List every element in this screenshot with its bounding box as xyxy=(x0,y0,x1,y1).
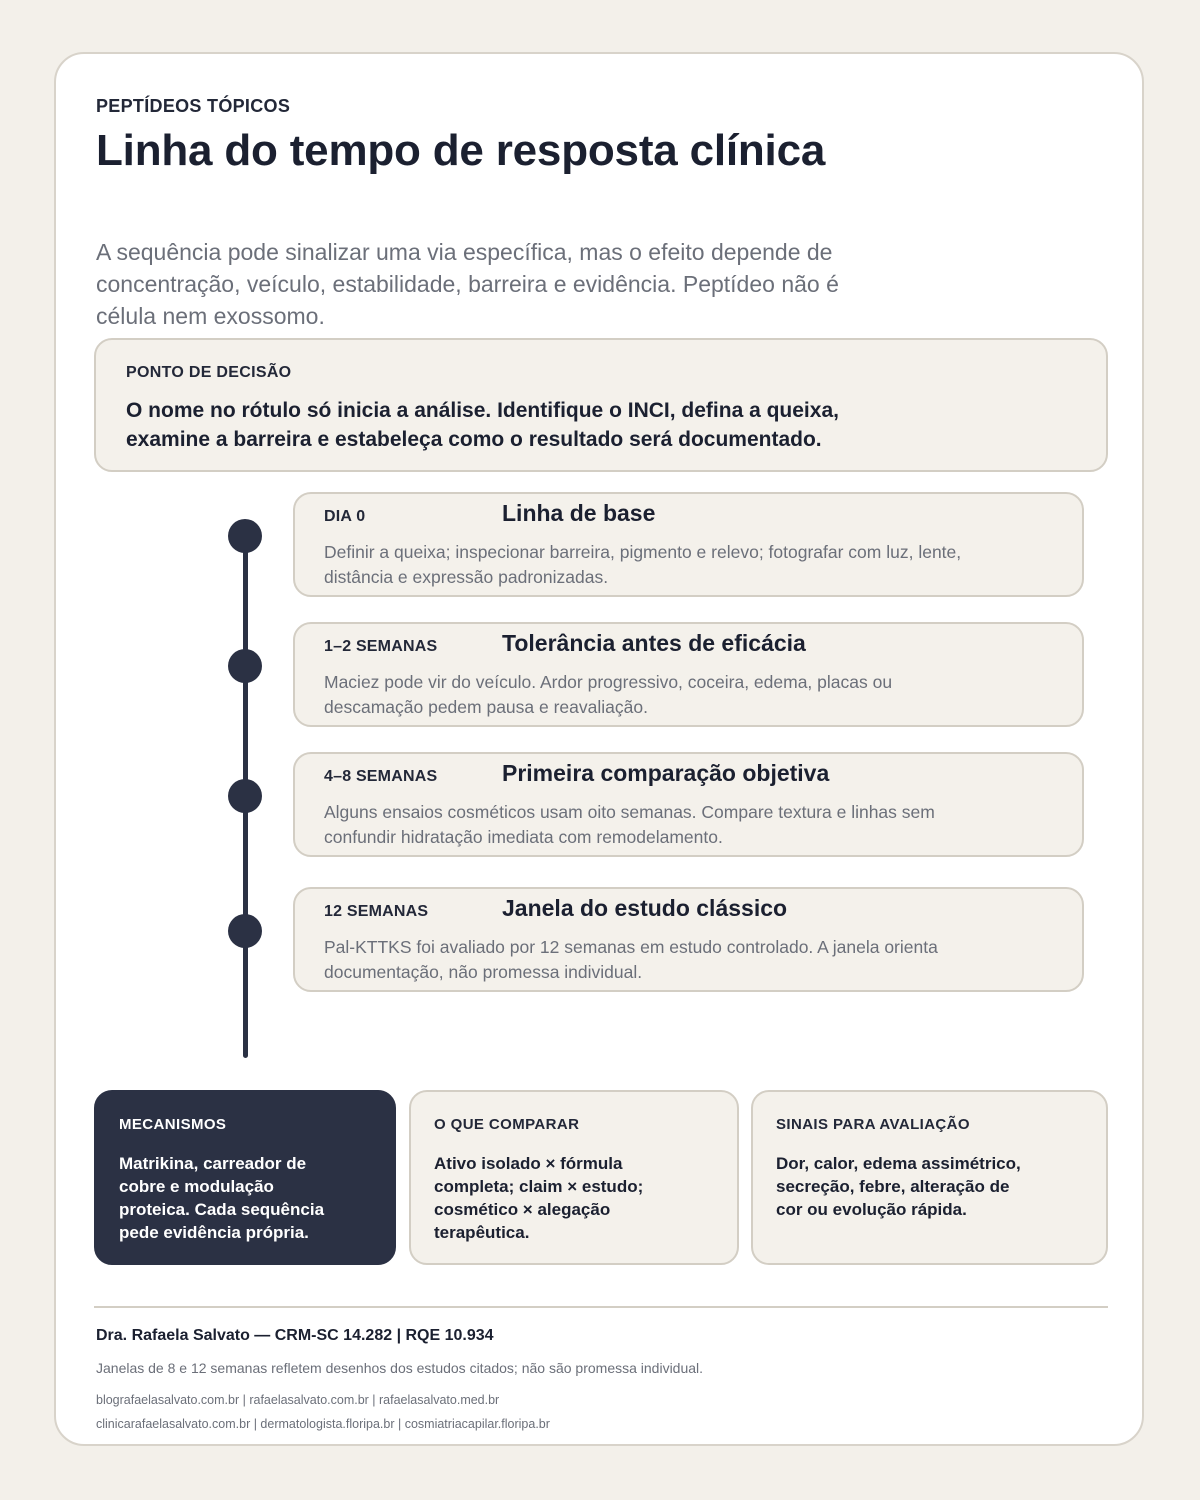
step-description: Definir a queixa; inspecionar barreira, pigmento e relevo; fotografar com luz, lente, distância e expressão padronizadas. xyxy=(324,542,962,587)
box-label: MECANISMOS xyxy=(119,1116,227,1133)
step-description: Maciez pode vir do veículo. Ardor progressivo, coceira, edema, placas ou descamação pedem pausa e reavaliação. xyxy=(324,672,893,717)
warning-signs-box xyxy=(751,1090,1108,1265)
step-when: 12 SEMANAS xyxy=(324,903,429,920)
timeline-dot xyxy=(228,649,262,683)
decision-text: O nome no rótulo só inicia a análise. Identifique o INCI, defina a queixa, examine a barreira e estabeleça como o resultado será documentado. xyxy=(126,399,839,451)
compare-box xyxy=(409,1090,739,1265)
infographic-card xyxy=(54,52,1144,1446)
website-links: clinicarafaelasalvato.com.br | dermatologista.floripa.br | cosmiatriacapilar.floripa.br xyxy=(96,1417,550,1431)
step-when: DIA 0 xyxy=(324,508,366,525)
timeline-dot xyxy=(228,519,262,553)
decision-panel xyxy=(94,338,1108,472)
timeline-step-day-0 xyxy=(293,492,1084,597)
step-title: Tolerância antes de eficácia xyxy=(502,630,806,656)
page-title: Linha do tempo de resposta clínica xyxy=(96,126,826,175)
author-credit: Dra. Rafaela Salvato — CRM-SC 14.282 | RQE 10.934 xyxy=(96,1327,494,1344)
decision-label: PONTO DE DECISÃO xyxy=(126,364,292,381)
intro-paragraph: A sequência pode sinalizar uma via específica, mas o efeito depende de concentração, veículo, estabilidade, barreira e evidência. Peptídeo não é célula nem exossomo. xyxy=(96,239,839,329)
step-title: Linha de base xyxy=(502,500,656,526)
timeline-dot xyxy=(228,914,262,948)
box-label: SINAIS PARA AVALIAÇÃO xyxy=(776,1116,970,1133)
step-description: Pal-KTTKS foi avaliado por 12 semanas em estudo controlado. A janela orienta documentação, não promessa individual. xyxy=(324,937,938,982)
step-title: Primeira comparação objetiva xyxy=(502,760,830,786)
eyebrow-label: PEPTÍDEOS TÓPICOS xyxy=(96,96,291,116)
website-links: blografaelasalvato.com.br | rafaelasalvato.com.br | rafaelasalvato.med.br xyxy=(96,1393,500,1407)
step-description: Alguns ensaios cosméticos usam oito semanas. Compare textura e linhas sem confundir hidratação imediata com remodelamento. xyxy=(324,802,935,847)
step-when: 4–8 SEMANAS xyxy=(324,768,438,785)
timeline-step-12-weeks xyxy=(293,887,1084,992)
box-text: Matrikina, carreador de cobre e modulação proteica. Cada sequência pede evidência própria. xyxy=(119,1154,325,1242)
timeline-step-4-8-weeks xyxy=(293,752,1084,857)
box-text: Ativo isolado × fórmula completa; claim × estudo; cosmético × alegação terapêutica. xyxy=(434,1154,644,1242)
step-title: Janela do estudo clássico xyxy=(502,895,788,921)
timeline-dot xyxy=(228,779,262,813)
timeline-step-1-2-weeks xyxy=(293,622,1084,727)
footer-divider xyxy=(94,1306,1108,1308)
disclaimer: Janelas de 8 e 12 semanas refletem desenhos dos estudos citados; não são promessa individual. xyxy=(96,1360,704,1376)
box-label: O QUE COMPARAR xyxy=(434,1116,580,1133)
step-when: 1–2 SEMANAS xyxy=(324,638,438,655)
mechanisms-box xyxy=(94,1090,396,1265)
box-text: Dor, calor, edema assimétrico, secreção, febre, alteração de cor ou evolução rápida. xyxy=(776,1154,1021,1219)
